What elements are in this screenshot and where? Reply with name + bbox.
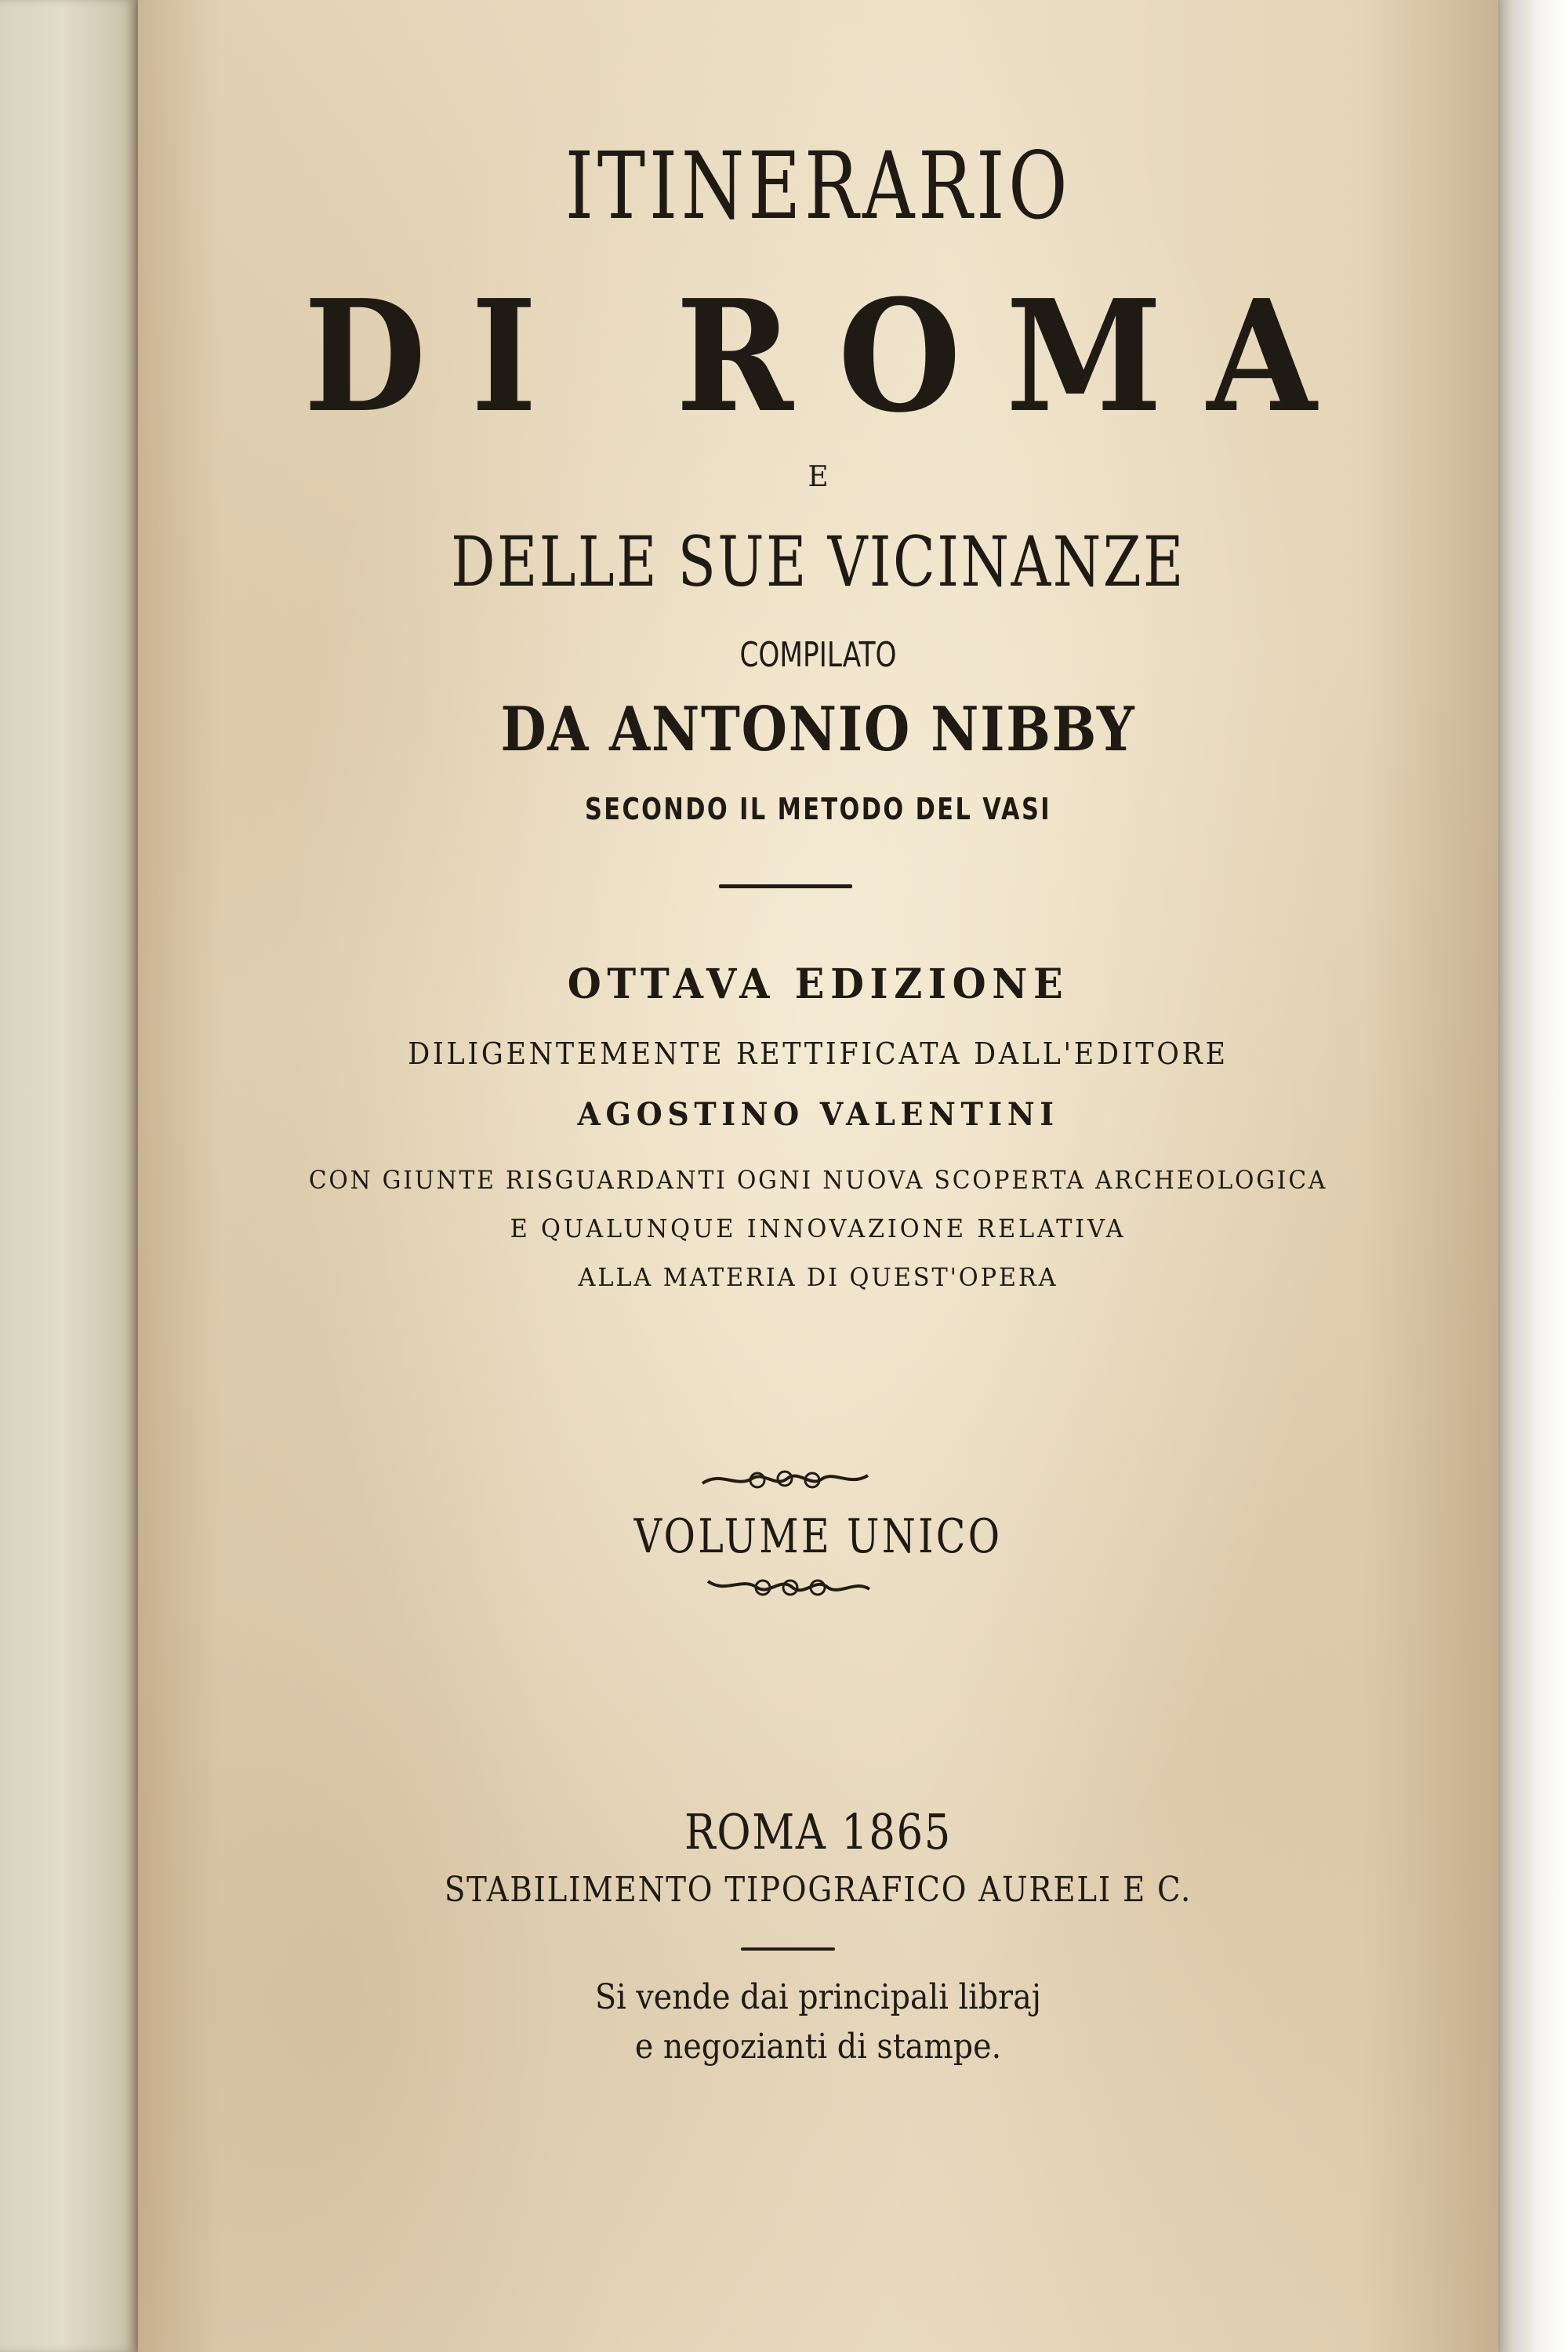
rectified-line: DILIGENTEMENTE RETTIFICATA DALL'EDITORE [408, 1036, 1229, 1071]
subtitle: DELLE SUE VICINANZE [451, 521, 1185, 602]
method: SECONDO IL METODO DEL VASI [585, 792, 1051, 826]
printer-line: STABILIMENTO TIPOGRAFICO AURELI E C. [444, 1870, 1192, 1910]
sale-line-2: e negozianti di stampe. [634, 2027, 1002, 2067]
divider-rule-bottom [741, 1947, 835, 1951]
compiled-label: COMPILATO [739, 635, 897, 675]
author: DA ANTONIO NIBBY [500, 694, 1136, 765]
volume-label: VOLUME UNICO [633, 1509, 1003, 1564]
additions-line-3: ALLA MATERIA DI QUEST'OPERA [578, 1262, 1058, 1292]
divider-rule-top [719, 884, 852, 888]
ornament-bottom [706, 1570, 871, 1602]
edition: OTTAVA EDIZIONE [567, 960, 1069, 1008]
title-line-di-roma: DI ROMA [303, 267, 1362, 447]
editor-name: AGOSTINO VALENTINI [577, 1096, 1059, 1133]
additions-line-2: E QUALUNQUE INNOVAZIONE RELATIVA [510, 1214, 1127, 1243]
sale-line-1: Si vende dai principali libraj [595, 1977, 1041, 2017]
title-line-itinerario: ITINERARIO [564, 132, 1072, 240]
background-edge [1494, 0, 1568, 2352]
conjunction: E [808, 461, 829, 493]
title-page [138, 0, 1498, 2352]
additions-line-1: CON GIUNTE RISGUARDANTI OGNI NUOVA SCOPERTA ARCHEOLOGICA [308, 1165, 1328, 1195]
facing-page-edge [0, 0, 140, 2352]
ornament-top [701, 1465, 869, 1496]
place-and-year: ROMA 1865 [684, 1803, 953, 1860]
